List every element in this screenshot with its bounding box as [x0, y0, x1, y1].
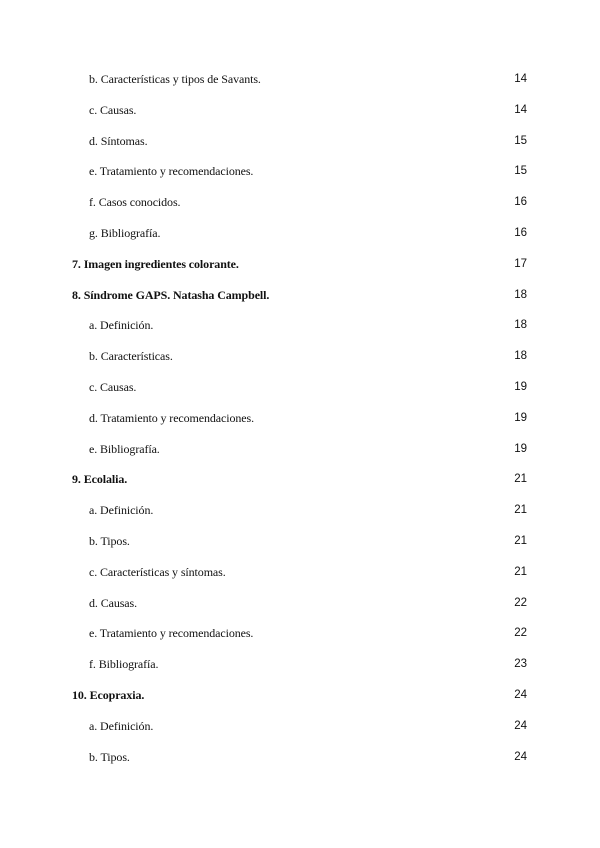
toc-subsection-entry[interactable] [0, 749, 600, 780]
toc-page-number: 22 [514, 627, 527, 640]
toc-entry-title: 8. Síndrome GAPS. Natasha Campbell. [72, 287, 270, 302]
toc-entry-title: d. Tratamiento y recomendaciones. [89, 410, 254, 425]
toc-entry-title: b. Tipos. [89, 749, 130, 764]
toc-section-entry[interactable] [0, 287, 600, 318]
toc-page-number: 21 [514, 565, 527, 578]
table-of-contents [0, 71, 600, 779]
toc-page-number: 18 [514, 350, 527, 363]
toc-entry-title: d. Causas. [89, 595, 137, 610]
toc-subsection-entry[interactable] [0, 348, 600, 379]
toc-page-number: 21 [514, 473, 527, 486]
toc-entry-title: d. Síntomas. [89, 133, 148, 148]
toc-subsection-entry[interactable] [0, 595, 600, 626]
toc-subsection-entry[interactable] [0, 533, 600, 564]
toc-page-number: 15 [514, 134, 527, 147]
toc-entry-title: e. Bibliografía. [89, 441, 160, 456]
toc-entry-title: c. Causas. [89, 379, 137, 394]
toc-page-number: 18 [514, 288, 527, 301]
toc-page-number: 19 [514, 380, 527, 393]
toc-page-number: 24 [514, 750, 527, 763]
toc-page-number: 19 [514, 411, 527, 424]
toc-subsection-entry[interactable] [0, 564, 600, 595]
toc-subsection-entry[interactable] [0, 102, 600, 133]
toc-entry-title: a. Definición. [89, 718, 154, 733]
toc-subsection-entry[interactable] [0, 71, 600, 102]
toc-page-number: 14 [514, 73, 527, 85]
toc-entry-title: b. Características. [89, 349, 173, 364]
toc-subsection-entry[interactable] [0, 718, 600, 749]
toc-page-number: 24 [514, 688, 527, 701]
toc-section-entry[interactable] [0, 256, 600, 287]
toc-entry-title: f. Bibliografía. [89, 657, 159, 672]
toc-page-number: 16 [514, 196, 527, 209]
toc-entry-title: e. Tratamiento y recomendaciones. [89, 626, 254, 641]
toc-entry-title: c. Causas. [89, 102, 137, 117]
toc-entry-title: f. Casos conocidos. [89, 195, 181, 210]
toc-page-number: 19 [514, 442, 527, 455]
toc-page-number: 23 [514, 658, 527, 671]
toc-subsection-entry[interactable] [0, 194, 600, 225]
toc-entry-title: b. Tipos. [89, 533, 130, 548]
toc-page-number: 17 [514, 257, 527, 270]
toc-subsection-entry[interactable] [0, 656, 600, 687]
toc-subsection-entry[interactable] [0, 163, 600, 194]
toc-entry-title: c. Características y síntomas. [89, 564, 226, 579]
toc-subsection-entry[interactable] [0, 441, 600, 472]
toc-page-number: 24 [514, 719, 527, 732]
toc-subsection-entry[interactable] [0, 625, 600, 656]
toc-section-entry[interactable] [0, 471, 600, 502]
toc-page-number: 14 [514, 103, 527, 116]
toc-subsection-entry[interactable] [0, 317, 600, 348]
toc-entry-title: a. Definición. [89, 318, 154, 333]
toc-entry-title: b. Características y tipos de Savants. [89, 72, 261, 86]
toc-entry-title: 9. Ecolalia. [72, 472, 128, 487]
toc-entry-title: g. Bibliografía. [89, 225, 161, 240]
toc-entry-title: e. Tratamiento y recomendaciones. [89, 164, 254, 179]
toc-page-number: 21 [514, 504, 527, 517]
toc-entry-title: 10. Ecopraxia. [72, 687, 145, 702]
toc-page-number: 21 [514, 534, 527, 547]
toc-page-number: 22 [514, 596, 527, 609]
toc-page-number: 15 [514, 165, 527, 178]
toc-page-number: 18 [514, 319, 527, 332]
toc-subsection-entry[interactable] [0, 410, 600, 441]
toc-subsection-entry[interactable] [0, 502, 600, 533]
toc-entry-title: 7. Imagen ingredientes colorante. [72, 256, 239, 271]
toc-subsection-entry[interactable] [0, 225, 600, 256]
toc-section-entry[interactable] [0, 687, 600, 718]
toc-subsection-entry[interactable] [0, 379, 600, 410]
toc-subsection-entry[interactable] [0, 133, 600, 164]
toc-entry-title: a. Definición. [89, 503, 154, 518]
toc-page-number: 16 [514, 226, 527, 239]
